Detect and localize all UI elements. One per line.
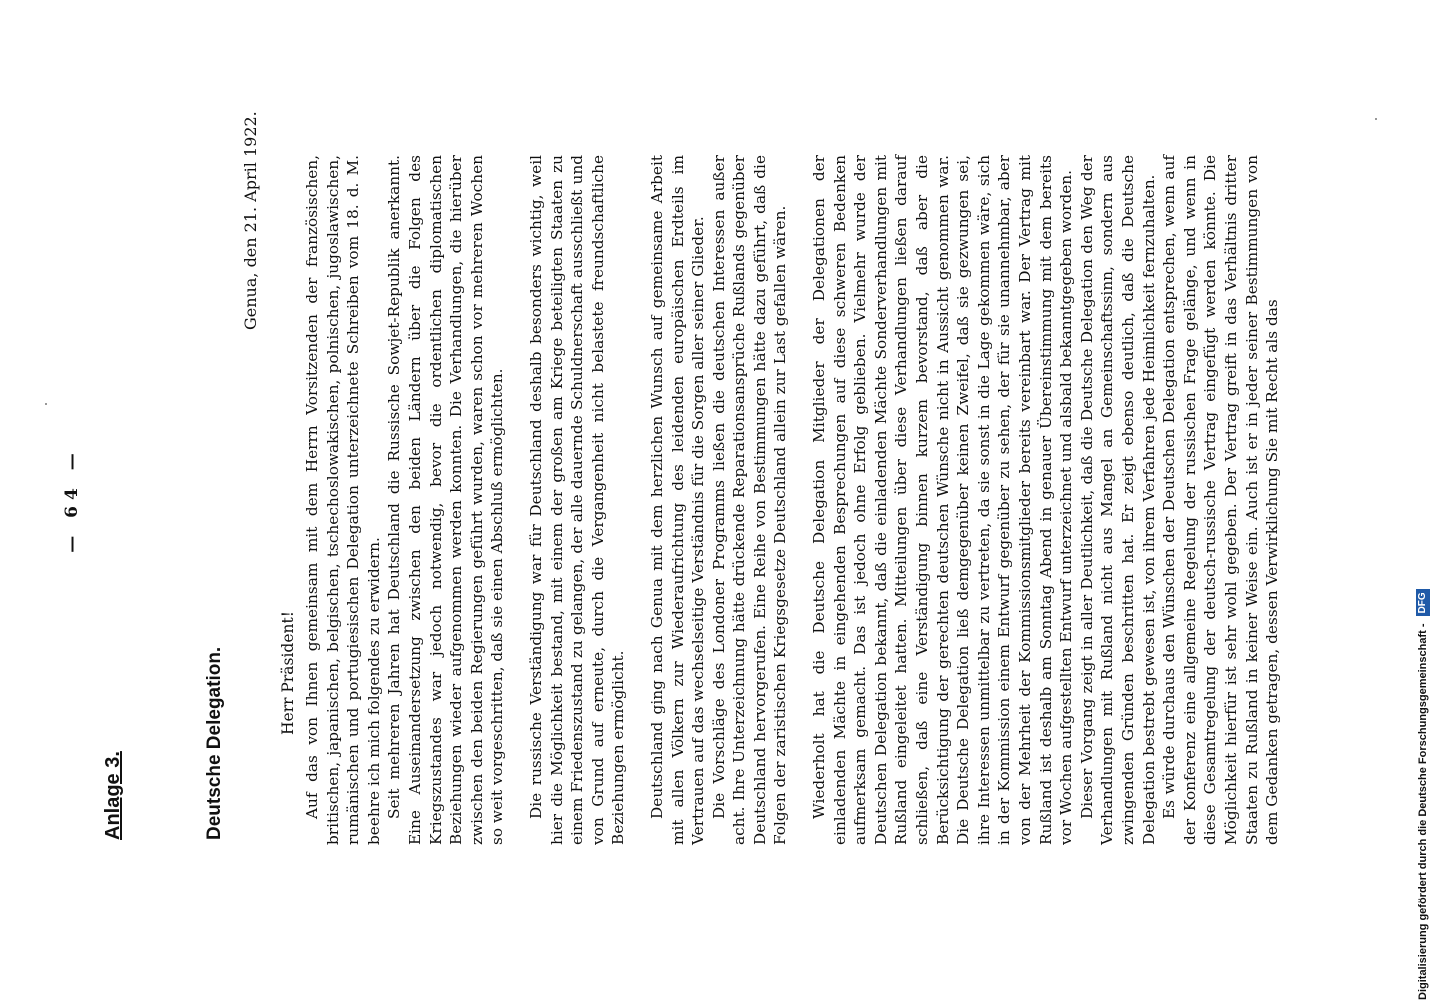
scan-speck <box>1375 118 1377 120</box>
letter-body <box>302 155 1283 845</box>
paragraph: Deutschland ging nach Genua mit dem herzlichen Wunsch auf gemeinsame Arbeit mit allen Völkern zur Wiederaufrichtung des leidenden europäischen Erdteils im Vertrauen auf das wechselseitige Verständnis für die Sorgen aller seiner Glieder. <box>647 155 708 845</box>
annex-label: Anlage 3. <box>102 751 124 840</box>
paragraph: Wiederholt hat die Deutsche Delegation Mitglieder der Delegationen der einladenden Mächte in eingehenden Besprechungen auf diese schweren Bedenken aufmerksam gemacht. Das ist jedoch ohne Erfolg geblieben. Vielmehr wurde der Deutschen Delegation bekannt, daß die einladenden Mächte Sonderverhandlungen mit Rußland eingeleitet hatten. Mitteilungen über diese Verhandlungen ließen darauf schließen, daß eine Verständigung binnen kurzem bevorstand, daß aber die Berücksichtigung der gerechten deutschen Wünsche nicht in Aussicht genommen war. Die Deutsche Delegation ließ demgegenüber keinen Zweifel, daß sie gezwungen sei, ihre Interessen unmittelbar zu vertreten, da sie sonst in die Lage gekommen wäre, sich in der Kommission einem Entwurf gegenüber zu sehen, der für sie unannehmbar, aber von der Mehrheit der Kommissionsmitglieder bereits vereinbart war. Der Vertrag mit Rußland ist deshalb am Sonntag Abend in genauer Übereinstimmung mit dem bereits vor Wochen aufgestellten Entwurf unterzeichnet und alsbald bekanntgegeben worden. <box>810 155 1076 845</box>
paragraph: Auf das von Ihnen gemeinsam mit dem Herrn Vorsitzenden der französischen, britischen, japanischen, belgischen, tschechoslowakischen, polnischen, jugoslawischen, rumänischen und portugiesischen Delegation unterzeichnete Schreiben vom 18. d. M. beehre ich mich folgendes zu erwidern. <box>303 155 383 845</box>
scan-speck <box>45 403 47 405</box>
paragraph: Die Vorschläge des Londoner Programms ließen die deutschen Interessen außer acht. Ihre Unterzeichnung hätte drückende Reparationsansprüche Rußlands gegenüber Deutschland hervorgerufen. Eine Reihe von Bestimmungen hätte dazu geführt, daß die Folgen der zaristischen Kriegsgesetze Deutschland allein zur Last gefallen wären. <box>709 155 790 845</box>
dfg-margin-note <box>1412 0 1434 1000</box>
delegation-heading: Deutsche Delegation. <box>204 646 225 840</box>
page-number: — 64 — <box>62 447 82 553</box>
paragraph: Dieser Vorgang zeigt in aller Deutlichkeit, daß die Deutsche Delegation den Weg der Verhandlungen mit Rußland nicht aus Mangel an Gemeinschaftssinn, sondern aus zwingenden Gründen beschritten hat. Er zeigt ebenso deutlich, daß die Deutsche Delegation bestrebt gewesen ist, von ihrem Verfahren jede Heimlichkeit fernzuhalten. <box>1077 155 1158 845</box>
paragraph: Seit mehreren Jahren hat Deutschland die Russische Sowjet-Republik anerkannt. Eine Auseinandersetzung zwischen den beiden Ländern über die Folgen des Kriegszustandes war jedoch notwendig, bevor die ordentlichen diplomatischen Beziehungen wieder aufgenommen werden konnten. Die Verhandlungen, die hierüber zwischen den beiden Regierungen geführt wurden, waren schon vor mehreren Wochen so weit vorgeschritten, daß sie einen Abschluß ermöglichten. <box>385 155 507 845</box>
dfg-logo: DFG <box>1416 589 1430 616</box>
salutation: Herr Präsident! <box>279 611 297 735</box>
dfg-funding-text: Digitalisierung gefördert durch die Deutsche Forschungsgemeinschaft - <box>1417 623 1429 1000</box>
letter-date: Genua, den 21. April 1922. <box>241 111 260 330</box>
paragraph: Die russische Verständigung war für Deutschland deshalb besonders wichtig, weil hier die Möglichkeit bestand, mit einem der großen am Kriege beteiligten Staaten zu einem Friedenszustand zu gelangen, der alle dauernde Schuldnerschaft ausschließt und von Grund auf erneute, durch die Vergangenheit nicht belastete freundschaftliche Beziehungen ermöglicht. <box>526 155 628 845</box>
paragraph: Es würde durchaus den Wünschen der Deutschen Delegation entsprechen, wenn auf der Konferenz eine allgemeine Regelung der russischen Frage gelänge, und wenn in diese Gesamtregelung der deutsch-russische Vertrag eingefügt werden könnte. Die Möglichkeit hierfür ist sehr wohl gegeben. Der Vertrag greift in das Verhältnis dritter Staaten zu Rußland in keiner Weise ein. Auch ist er in jeder seiner Bestimmungen von dem Gedanken getragen, dessen Verwirklichung Sie mit Recht als das <box>1160 155 1282 845</box>
